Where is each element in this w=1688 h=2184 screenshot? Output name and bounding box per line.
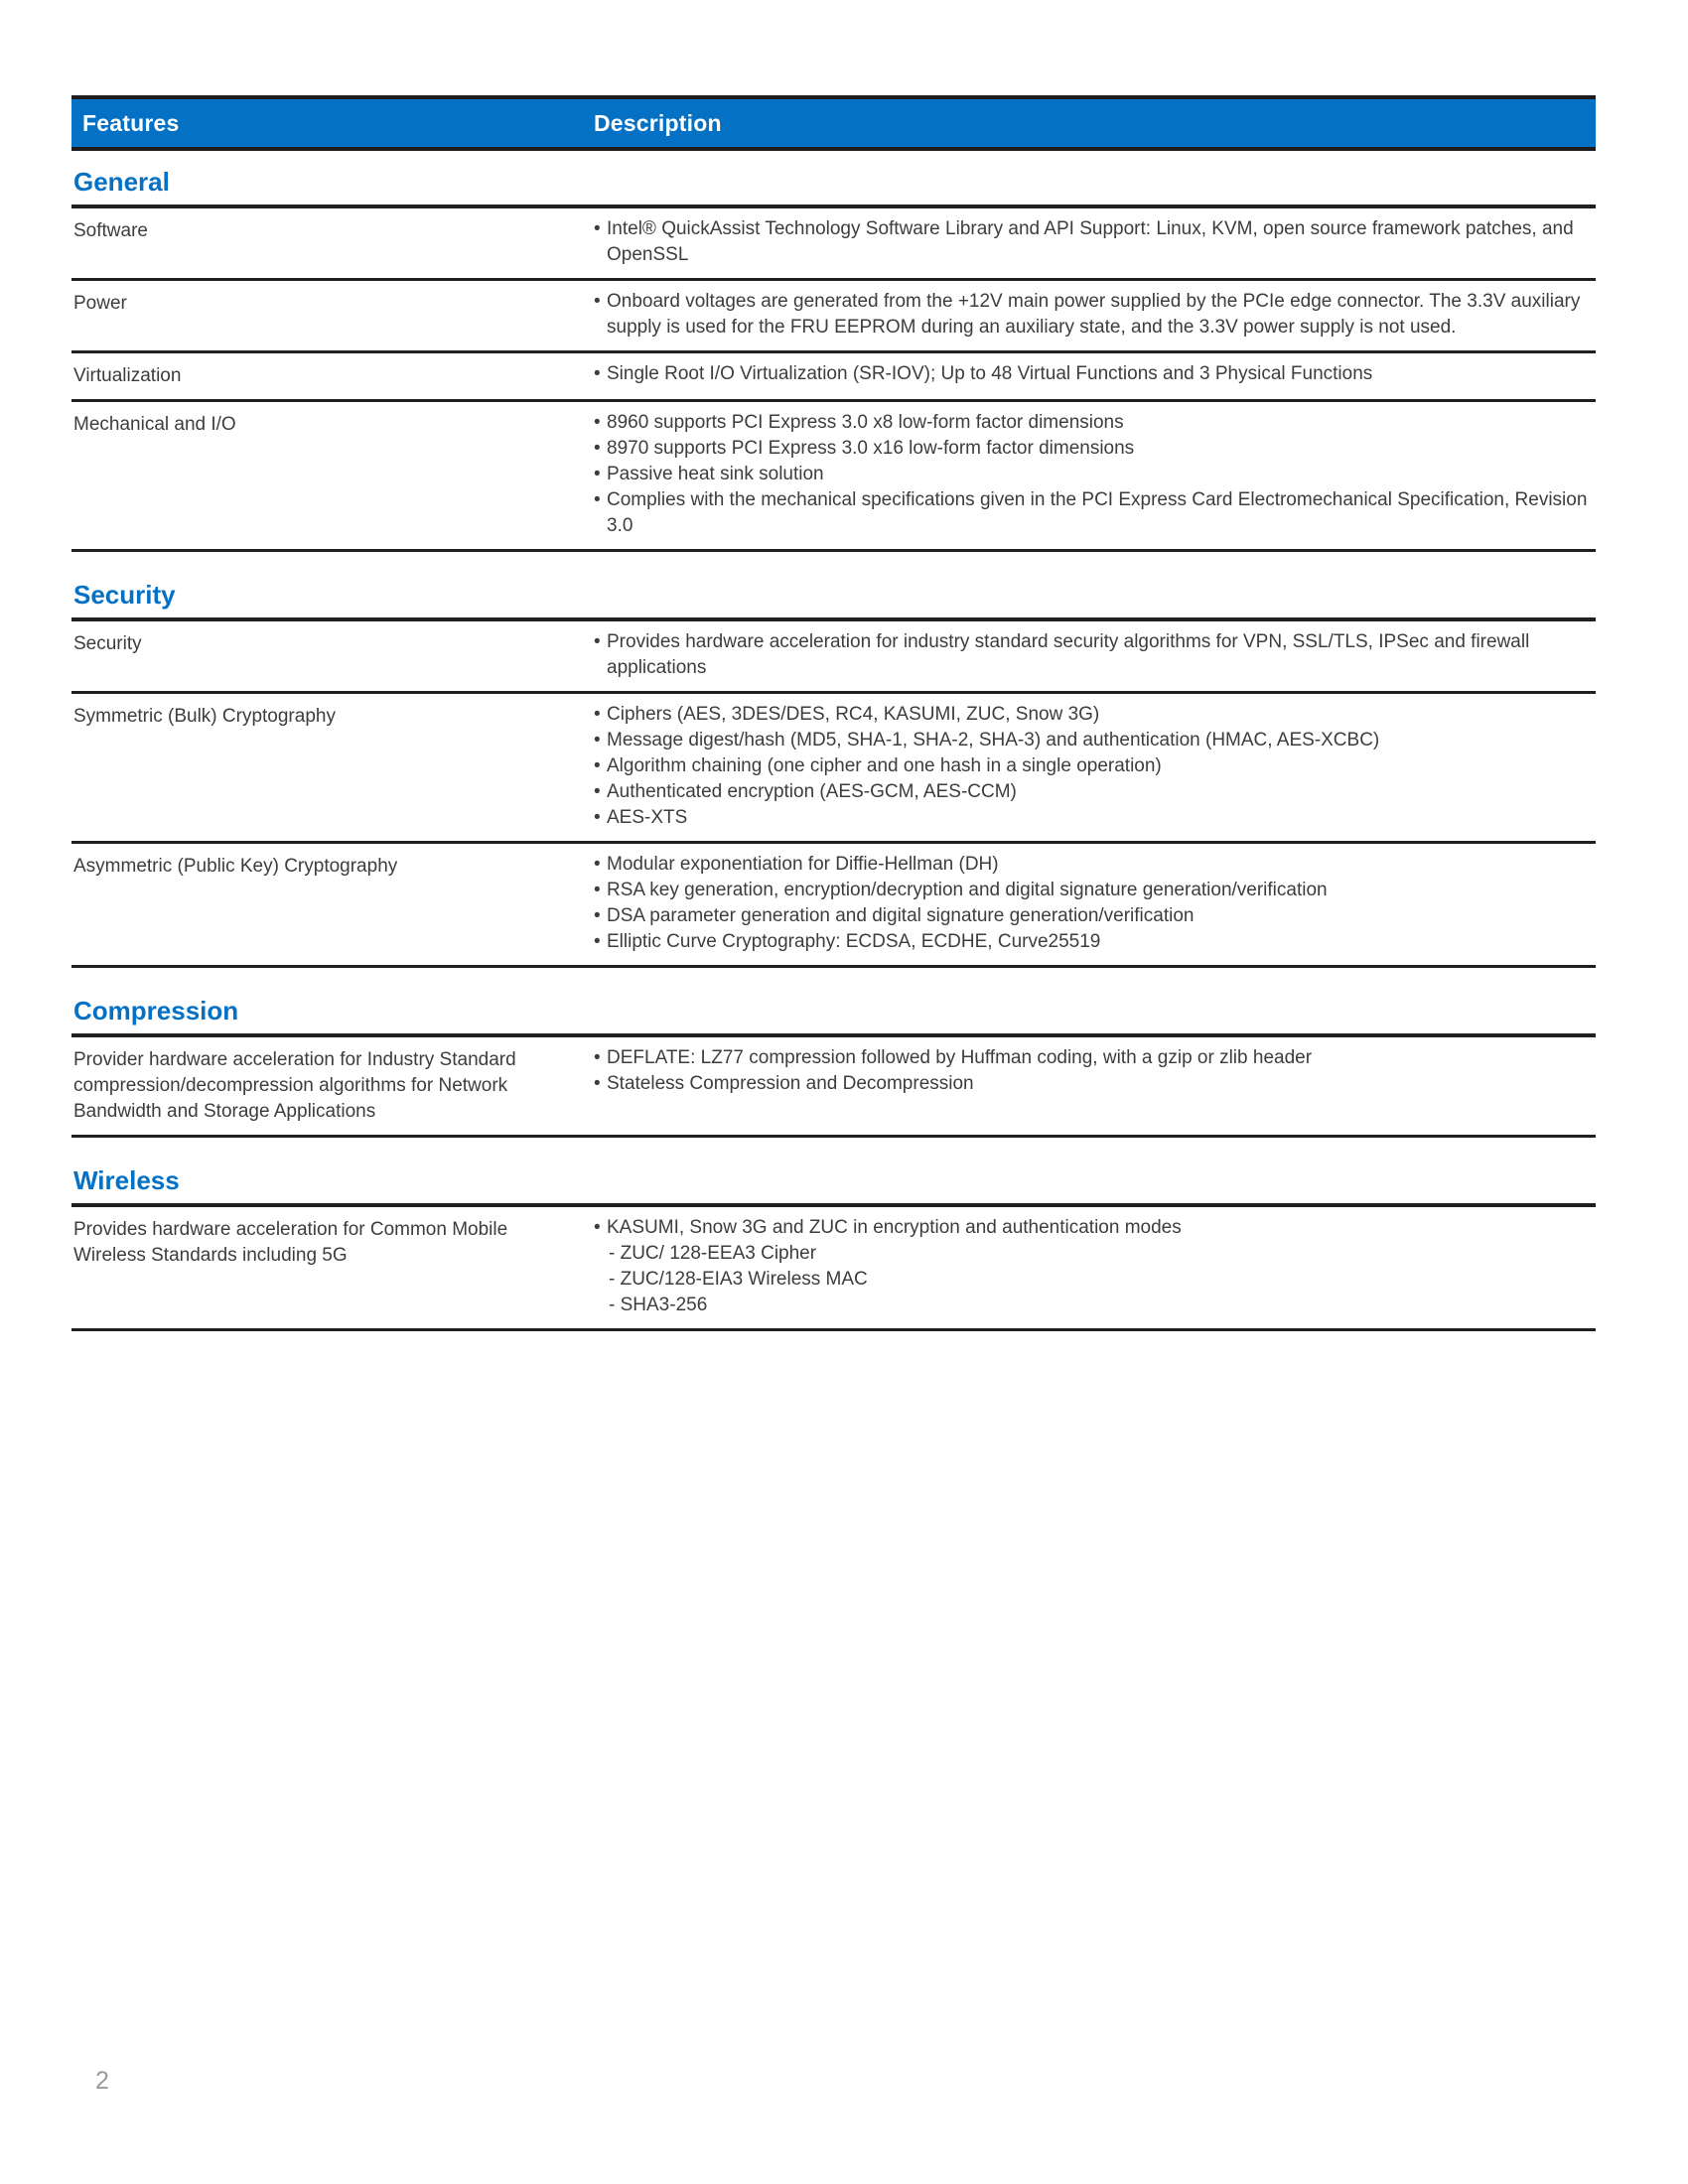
bullet-item [594, 289, 1596, 341]
table-row [71, 844, 1596, 968]
bullet-text: • KASUMI, Snow 3G and ZUC in encryption and authentication modes [607, 1217, 1182, 1238]
bullet-text: • AES-XTS [607, 807, 688, 828]
bullet-text: • Complies with the mechanical specifications given in the PCI Express Card Electromechanical Specification, Revision 3.0 [607, 489, 1588, 536]
bullet-item [594, 436, 1596, 462]
feature-cell: Virtualization [73, 365, 182, 386]
bullet-text: • Intel® QuickAssist Technology Software Library and API Support: Linux, KVM, open source framework patches, and OpenSSL [607, 218, 1574, 265]
description-cell [594, 629, 1596, 681]
bullet-item [594, 753, 1596, 779]
bullet-item [594, 878, 1596, 903]
features-table [71, 95, 1596, 1331]
bullet-item [594, 728, 1596, 753]
feature-cell: Asymmetric (Public Key) Cryptography [73, 856, 398, 877]
description-cell [594, 410, 1596, 539]
feature-cell: Software [73, 220, 148, 241]
bullet-item [594, 805, 1596, 831]
table-body [71, 165, 1596, 1331]
sub-bullet-item: - ZUC/128-EIA3 Wireless MAC [609, 1269, 868, 1290]
bullet-text: • DEFLATE: LZ77 compression followed by Huffman coding, with a gzip or zlib header [607, 1047, 1313, 1068]
bullet-text: • Single Root I/O Virtualization (SR-IOV); Up to 48 Virtual Functions and 3 Physical Functions [607, 363, 1373, 384]
bullet-text: • Elliptic Curve Cryptography: ECDSA, ECDHE, Curve25519 [607, 931, 1101, 952]
bullet-item [594, 462, 1596, 487]
table-row [71, 621, 1596, 694]
bullet-item [594, 216, 1596, 268]
feature-cell: Symmetric (Bulk) Cryptography [73, 706, 336, 727]
table-row [71, 1037, 1596, 1138]
bullet-text: • Ciphers (AES, 3DES/DES, RC4, KASUMI, ZUC, Snow 3G) [607, 704, 1100, 725]
description-cell [594, 289, 1596, 341]
features-column-header: Features [82, 109, 180, 136]
table-row [71, 1207, 1596, 1331]
bullet-item [594, 361, 1596, 387]
description-cell [594, 852, 1596, 955]
bullet-text: • RSA key generation, encryption/decryption and digital signature generation/verification [607, 880, 1328, 900]
bullet-text: • 8960 supports PCI Express 3.0 x8 low-form factor dimensions [607, 412, 1124, 433]
feature-cell: Provider hardware acceleration for Industry Standard compression/decompression algorithms for Network Bandwidth and Storage Applications [73, 1049, 516, 1122]
description-cell [594, 1045, 1596, 1125]
bullet-item [594, 1215, 1596, 1241]
description-cell [594, 361, 1596, 389]
bullet-text: • Message digest/hash (MD5, SHA-1, SHA-2, SHA-3) and authentication (HMAC, AES-XCBC) [607, 730, 1380, 751]
bullet-item [594, 779, 1596, 805]
bullet-item [594, 1071, 1596, 1097]
feature-cell: Provides hardware acceleration for Common Mobile Wireless Standards including 5G [73, 1219, 508, 1266]
table-header-row [71, 95, 1596, 151]
section-heading: Wireless [71, 1163, 1596, 1207]
section-heading: General [71, 165, 1596, 208]
sub-bullet-item: - SHA3-256 [609, 1295, 708, 1315]
table-row [71, 694, 1596, 844]
bullet-text: • Modular exponentiation for Diffie-Hellman (DH) [607, 854, 999, 875]
bullet-item [594, 852, 1596, 878]
table-row [71, 402, 1596, 552]
page-number: 2 [95, 2067, 109, 2095]
bullet-text: • Provides hardware acceleration for industry standard security algorithms for VPN, SSL/TLS, IPSec and firewall applications [607, 631, 1530, 678]
bullet-item [594, 629, 1596, 681]
bullet-item [594, 487, 1596, 539]
bullet-item [594, 903, 1596, 929]
bullet-text: • DSA parameter generation and digital signature generation/verification [607, 905, 1195, 926]
section-heading: Security [71, 578, 1596, 621]
bullet-text: • Onboard voltages are generated from the +12V main power supplied by the PCIe edge connector. The 3.3V auxiliary supply is used for the FRU EEPROM during an auxiliary state, and the 3.3V power supply is not used. [607, 291, 1581, 338]
table-row [71, 281, 1596, 353]
sub-bullet-item: - ZUC/ 128-EEA3 Cipher [609, 1243, 817, 1264]
description-cell [594, 216, 1596, 268]
table-row [71, 353, 1596, 402]
table-row [71, 208, 1596, 281]
bullet-item [594, 1045, 1596, 1071]
section-heading: Compression [71, 994, 1596, 1037]
bullet-item [594, 410, 1596, 436]
feature-cell: Mechanical and I/O [73, 414, 236, 435]
description-column-header: Description [594, 109, 722, 136]
bullet-text: • Passive heat sink solution [607, 464, 824, 484]
description-cell [594, 702, 1596, 831]
bullet-text: • Stateless Compression and Decompression [607, 1073, 974, 1094]
feature-cell: Power [73, 293, 127, 314]
bullet-item [594, 929, 1596, 955]
bullet-item [594, 702, 1596, 728]
feature-cell: Security [73, 633, 142, 654]
description-cell [594, 1215, 1596, 1318]
bullet-text: • 8970 supports PCI Express 3.0 x16 low-form factor dimensions [607, 438, 1135, 459]
bullet-text: • Algorithm chaining (one cipher and one hash in a single operation) [607, 755, 1162, 776]
bullet-text: • Authenticated encryption (AES-GCM, AES-CCM) [607, 781, 1017, 802]
